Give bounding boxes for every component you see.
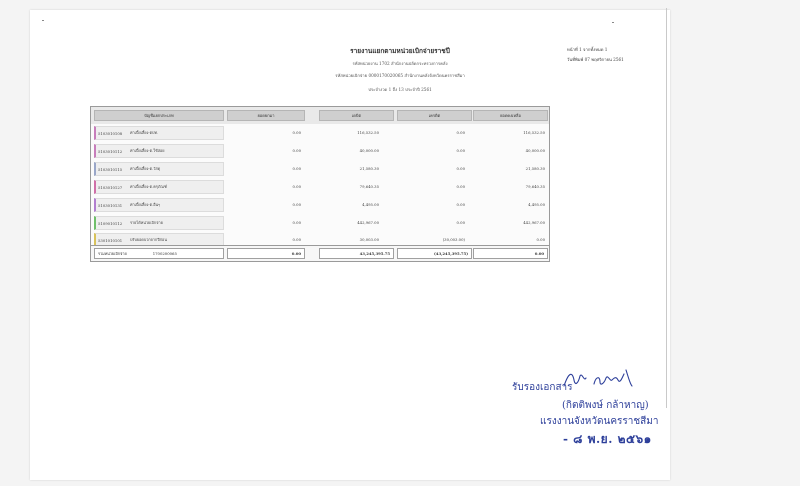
cell-brought-forward: 0.00 <box>292 237 301 242</box>
account-code: 5103010108 <box>98 130 123 136</box>
cell-balance: 0.00 <box>536 237 545 242</box>
account-cell <box>94 126 224 140</box>
cell-credit: 0.00 <box>456 130 465 135</box>
header-credit: เครดิต <box>397 110 472 121</box>
cell-brought-forward: 0.00 <box>292 130 301 135</box>
account-cell <box>94 216 224 230</box>
report-title: รายงานแยกตามหน่วยเบิกจ่ายราชปี <box>350 47 450 55</box>
page-number: หน้าที่ 1 จากทั้งหมด 1 <box>567 47 608 52</box>
cell-brought-forward: 0.00 <box>292 202 301 207</box>
account-name: ค่าเบี้ยเลี้ยง-ต.ใช้สอย <box>130 148 165 153</box>
account-cell <box>94 144 224 158</box>
account-cell <box>94 198 224 212</box>
account-name: รายได้หน่วยเบิกจ่าย <box>130 220 163 225</box>
cell-balance: 116,532.50 <box>523 130 545 135</box>
total-label: รวมหน่วยเบิกจ่าย <box>98 250 127 256</box>
table-row <box>91 196 549 214</box>
cell-balance: 21,580.30 <box>525 166 545 171</box>
cell-credit: 0.00 <box>456 184 465 189</box>
total-unit-code: 1700200065 <box>152 251 177 256</box>
account-cell <box>94 180 224 194</box>
table-row <box>91 160 549 178</box>
table-row <box>91 124 549 142</box>
cell-credit: 0.00 <box>456 220 465 225</box>
page-edge <box>666 8 667 408</box>
cell-brought-forward: 0.00 <box>292 220 301 225</box>
account-cell <box>94 162 224 176</box>
cell-debit: 30,003.00 <box>359 237 379 242</box>
total-row <box>91 245 549 261</box>
report-subtitle-unit: รหัสหน่วยเบิกจ่าย 0000170020065 สำนักงานคลังจังหวัดนครราชสีมา <box>335 73 465 78</box>
table-row <box>91 142 549 160</box>
ledger-table <box>90 106 550 262</box>
account-code: 5103010127 <box>98 184 123 190</box>
cell-debit: 79,640.35 <box>359 184 379 189</box>
cell-credit: (30,003.00) <box>442 237 465 242</box>
account-name: ปรับยอดบวกจากปีก่อน <box>130 237 167 242</box>
table-row <box>91 178 549 196</box>
total-brought-forward: 0.00 <box>227 248 305 259</box>
table-row <box>91 214 549 232</box>
cell-balance: 40,000.00 <box>525 148 545 153</box>
certification-label: รับรองเอกสาร <box>512 382 573 393</box>
account-code: 5301010101 <box>98 237 123 243</box>
cell-brought-forward: 0.00 <box>292 166 301 171</box>
header-balance: ยอดคงเหลือ <box>473 110 548 121</box>
speck-mark <box>42 20 44 21</box>
account-name: ค่าเบี้ยเลี้ยง-ต.วัสดุ <box>130 166 161 171</box>
cell-balance: 4,495.00 <box>528 202 545 207</box>
handwritten-signature <box>560 366 640 392</box>
account-code: 5103010112 <box>98 148 123 154</box>
cell-debit: 116,532.50 <box>357 130 379 135</box>
stamp-date: - ๘ พ.ย. ๒๕๖๑ <box>563 432 652 446</box>
cell-brought-forward: 0.00 <box>292 148 301 153</box>
header-debit: เดบิต <box>319 110 394 121</box>
report-subtitle-period: ประจำงวด 1 ถึง 13 ประจำปี 2561 <box>368 87 432 92</box>
cell-debit: 442,967.00 <box>357 220 379 225</box>
account-name: ค่าเบี้ยเลี้ยง-ตปท. <box>130 130 159 135</box>
table-header <box>91 107 549 124</box>
cell-debit: 40,000.00 <box>359 148 379 153</box>
speck-mark <box>612 22 614 23</box>
total-label-cell <box>94 248 224 259</box>
account-name: ค่าเบี้ยเลี้ยง-ต.อื่นๆ <box>130 202 161 207</box>
cell-debit: 21,580.30 <box>359 166 379 171</box>
cell-debit: 4,495.00 <box>362 202 379 207</box>
report-subtitle-agency: รหัสหน่วยงาน 1702 สำนักงานปลัดกระทรวงการคลัง <box>352 61 448 66</box>
cell-brought-forward: 0.00 <box>292 184 301 189</box>
cell-balance: 79,640.35 <box>525 184 545 189</box>
print-date: วันที่พิมพ์ 07 พฤศจิกายน 2561 <box>567 57 624 62</box>
account-code: 5109010112 <box>98 220 123 226</box>
cell-credit: 0.00 <box>456 202 465 207</box>
total-debit: 43,245,395.75 <box>319 248 394 259</box>
cell-credit: 0.00 <box>456 166 465 171</box>
signer-office: แรงงานจังหวัดนครราชสีมา <box>540 416 659 427</box>
account-name: ค่าเบี้ยเลี้ยง-ต.ครุภัณฑ์ <box>130 184 168 189</box>
account-code: 5103010131 <box>98 202 123 208</box>
header-account: บัญชีแยกประเภท <box>94 110 224 121</box>
cell-balance: 442,967.00 <box>523 220 545 225</box>
header-brought-forward: ยอดยกมา <box>227 110 305 121</box>
signer-name: (กิตติพงษ์ กล้าหาญ) <box>562 400 649 411</box>
cell-credit: 0.00 <box>456 148 465 153</box>
account-code: 5103010115 <box>98 166 123 172</box>
total-balance: 0.00 <box>473 248 548 259</box>
total-credit: (43,245,395.75) <box>397 248 472 259</box>
